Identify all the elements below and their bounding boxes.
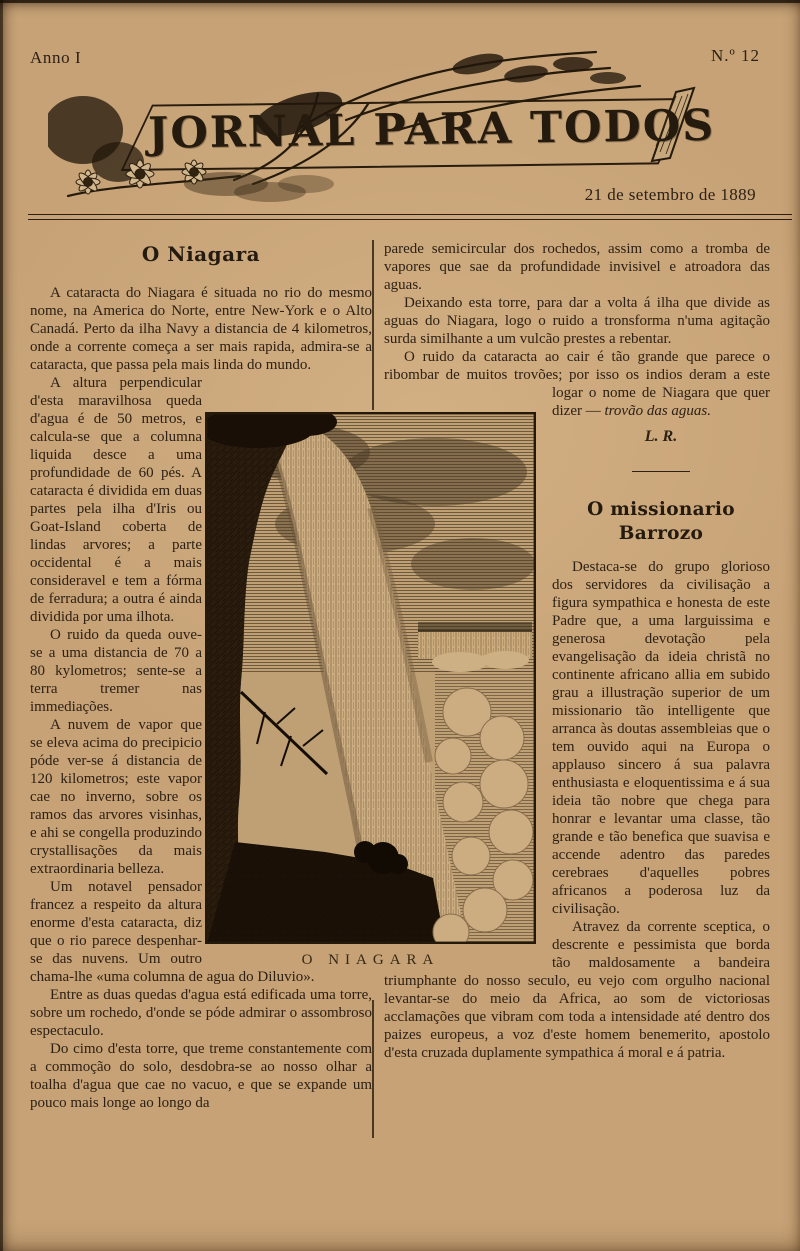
article-paragraph: O ruido da cataracta ao cair é tão grande que parece o ribombar de muitos trovões; por isso os indios deram a este logar o nome de Niagara que quer dizer — trovão das aguas. — [384, 348, 770, 420]
article-paragraph: O ruido da queda ouve-se a uma distancia de 70 a 80 kylometros; sente-se a terra tremer nas immediações. — [30, 627, 202, 715]
article-paragraph: A altura perpendicular d'esta maravilhosa queda d'agua é de 50 metros, e calcula-se que a columna liquida desce a uma profundidade de 60 pés. A cataracta é dividida em duas partes pela ilha d'Iris ou Goat-Island coberta de lindas arvores; a parte occidental é a mais consideravel e tem a fórma de ferradura; a outra é ainda dividida por uma ilhota. — [30, 374, 372, 626]
article-paragraph: Atravez da corrente sceptica, o descrente e pessimista que borda tão maldosamente a bandeira triumphante do nosso seculo, eu vejo com orgulho nacional levantar-se do meio da Africa, ao som de victoriosas acclamações que vibram com toda a intensidade até dentro dos paizes europeus, a voz d'este homem benemerito, apostolo d'esta cruzada duplamente sympathica á moral e á patria. — [384, 919, 770, 1061]
column-divider-top — [372, 240, 374, 410]
separator-rule — [632, 471, 690, 472]
article-paragraph: A nuvem de vapor que se eleva acima do precipicio póde ver-se á distancia de 120 kilometros; este vapor cae no inverno, sobre os ramos das arvores visinhas, e ahi se congella produzindo crystallisações da mais extraordinaria belleza. — [30, 717, 202, 877]
masthead-title: JORNAL PARA TODOS — [147, 100, 716, 159]
article-paragraph: Destaca-se do grupo glorioso dos servidores da civilisação a figura sympathica e honesta de este Padre que, a uma larguissima e generosa devotação pela evangelisação da ideia christã no continente africano allia em subido grau a illustração superior de um missionario tão intelligente que arranca às doutas assembleias que o tem ouvido aqui na Europa o applauso sincero á sua palavra enthusiasta e eloquentissima e á sua ideia tão nobre que chega para honrar e levantar uma classe, tão grande e tão benefica que suavisa e accende adentro das paredes cerebraes d'aquelles pobres africanos a poderosa luz da civilisação. — [552, 559, 770, 917]
author-signature: L. R. — [644, 428, 678, 445]
column-divider-bottom — [372, 1000, 374, 1138]
article-paragraph: Deixando esta torre, para dar a volta á ilha que divide as aguas do Niagara, logo o ruido a tronsforma n'uma agitação surda similhante a um vulcão prestes a rebentar. — [384, 295, 770, 347]
article-paragraph: Entre as duas quedas d'agua está edificada uma torre, sobre um rochedo, d'onde se póde admirar o assombroso espectaculo. — [30, 987, 372, 1039]
article-paragraph: parede semicircular dos rochedos, assim como a tromba de vapores que sae da profundidade invisivel e atroadora das aguas. — [384, 241, 770, 293]
article-paragraph: Um notavel pensador francez a respeito da altura enorme d'esta cataracta, diz que o rio parece despenhar-se das nuvens. Um outro chama-lhe «uma columna de agua do Diluvio». — [30, 879, 315, 985]
issue-number-label: N.º 12 — [710, 46, 760, 65]
niagara-engraving — [205, 412, 536, 944]
article-paragraph: A cataracta do Niagara é situada no rio do mesmo nome, na America do Norte, entre New-York e o Alto Canadá. Perto da ilha Navy a distancia de 4 kilometros, onde a corrente começa a ser mais rapida, admira-se a cataracta, que passa pela mais linda do mundo. — [30, 285, 372, 373]
issue-year-label: Anno I — [30, 48, 82, 67]
article-paragraph: Do cimo d'esta torre, que treme constantemente com a commoção do solo, desdobra-se ao nosso olhar a toalha d'agua que cae no vacuo, e que se expande um pouco mais longe ao longo da — [30, 1041, 372, 1111]
issue-date: 21 de setembro de 1889 — [584, 185, 756, 204]
italic-phrase: trovão das aguas. — [604, 403, 712, 419]
figure-caption: O NIAGARA — [301, 952, 440, 968]
article-title-niagara: O Niagara — [141, 242, 261, 266]
article-title-missionario: O missionario Barrozo — [587, 499, 735, 544]
